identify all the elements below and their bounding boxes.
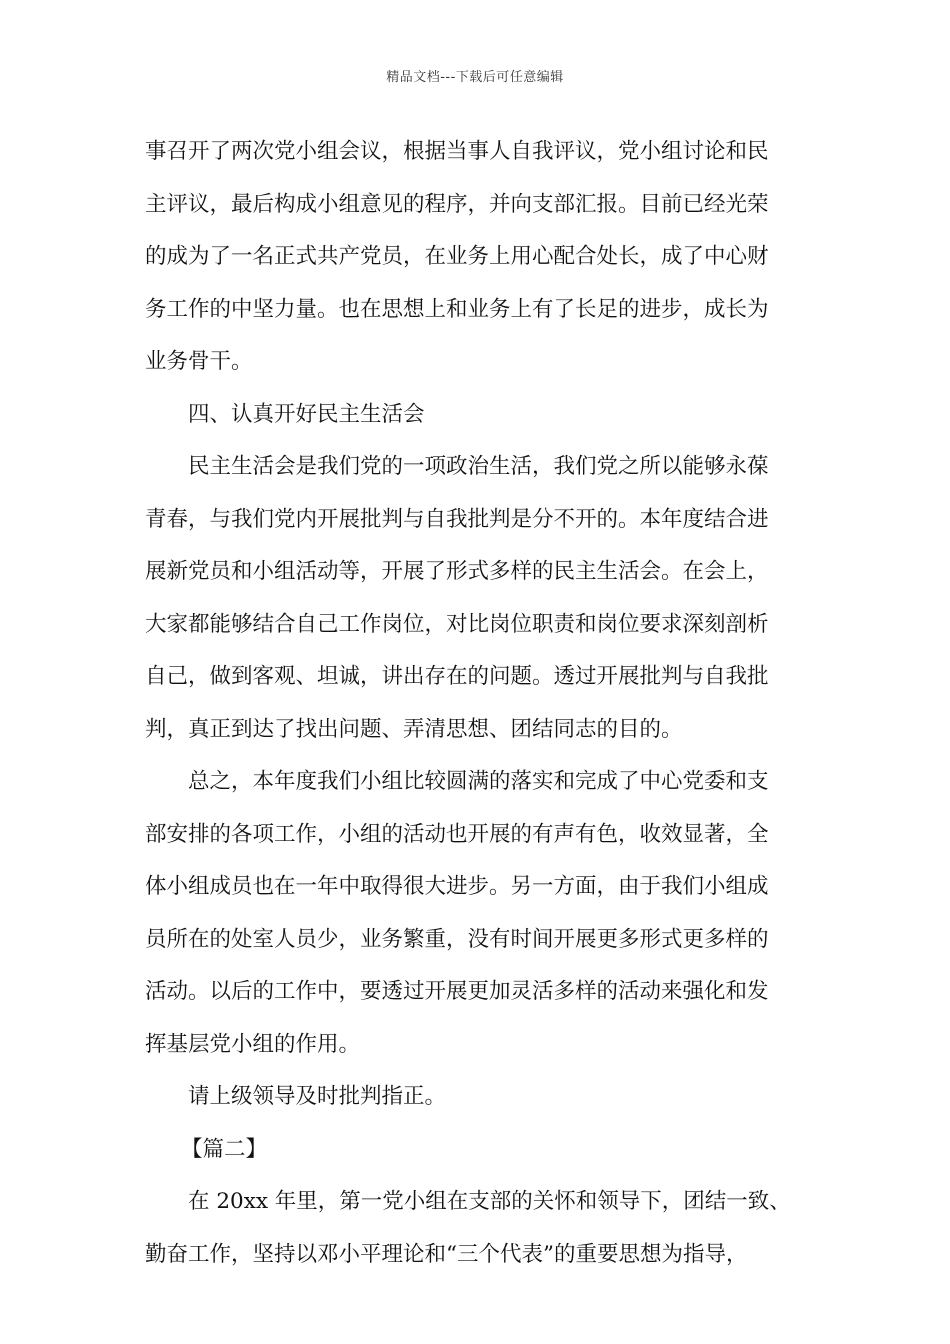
paragraph-line: 事召开了两次党小组会议，根据当事人自我评议，党小组讨论和民 <box>145 139 769 164</box>
paragraph-line: 部安排的各项工作，小组的活动也开展的有声有色，收效显著，全 <box>145 821 769 847</box>
paragraph-line: 展新党员和小组活动等，开展了形式多样的民主生活会。在会上， <box>145 559 769 584</box>
paragraph-line: 自己，做到客观、坦诚，讲出存在的问题。透过开展批判与自我批 <box>145 664 769 689</box>
paragraph-line: 青春，与我们党内开展批判与自我批判是分不开的。本年度结合进 <box>145 506 769 532</box>
paragraph-line: 的成为了一名正式共产党员，在业务上用心配合处长，成了中心财 <box>145 244 769 269</box>
paragraph-line: 挥基层党小组的作用。 <box>145 1031 361 1057</box>
paragraph-line: 判，真正到达了找出问题、弄清思想、团结同志的目的。 <box>145 716 683 742</box>
page-header: 精品文档---下载后可任意编辑 <box>386 70 564 85</box>
paragraph-line: 务工作的中坚力量。也在思想上和业务上有了长足的进步，成长为 <box>145 296 769 322</box>
document-body <box>145 126 809 1281</box>
paragraph-line: 业务骨干。 <box>145 349 253 374</box>
section-heading: 四、认真开好民主生活会 <box>188 401 425 427</box>
paragraph-line: 勤奋工作，坚持以邓小平理论和“三个代表”的重要思想为指导， <box>145 1241 748 1267</box>
paragraph-line: 员所在的处室人员少，业务繁重，没有时间开展更多形式更多样的 <box>145 926 769 952</box>
paragraph-line: 请上级领导及时批判指正。 <box>188 1084 447 1109</box>
section-label: 【篇二】 <box>181 1136 268 1162</box>
paragraph-line: 在 20xx 年里，第一党小组在支部的关怀和领导下，团结一致、 <box>188 1189 791 1214</box>
paragraph-line: 活动。以后的工作中，要透过开展更加灵活多样的活动来强化和发 <box>145 979 769 1004</box>
paragraph-line: 总之，本年度我们小组比较圆满的落实和完成了中心党委和支 <box>188 769 769 794</box>
paragraph-line: 民主生活会是我们党的一项政治生活，我们党之所以能够永葆 <box>188 454 769 479</box>
paragraph-line: 体小组成员也在一年中取得很大进步。另一方面，由于我们小组成 <box>145 874 769 899</box>
paragraph-line: 主评议，最后构成小组意见的程序，并向支部汇报。目前已经光荣 <box>145 191 769 217</box>
paragraph-line: 大家都能够结合自己工作岗位，对比岗位职责和岗位要求深刻剖析 <box>145 611 769 637</box>
